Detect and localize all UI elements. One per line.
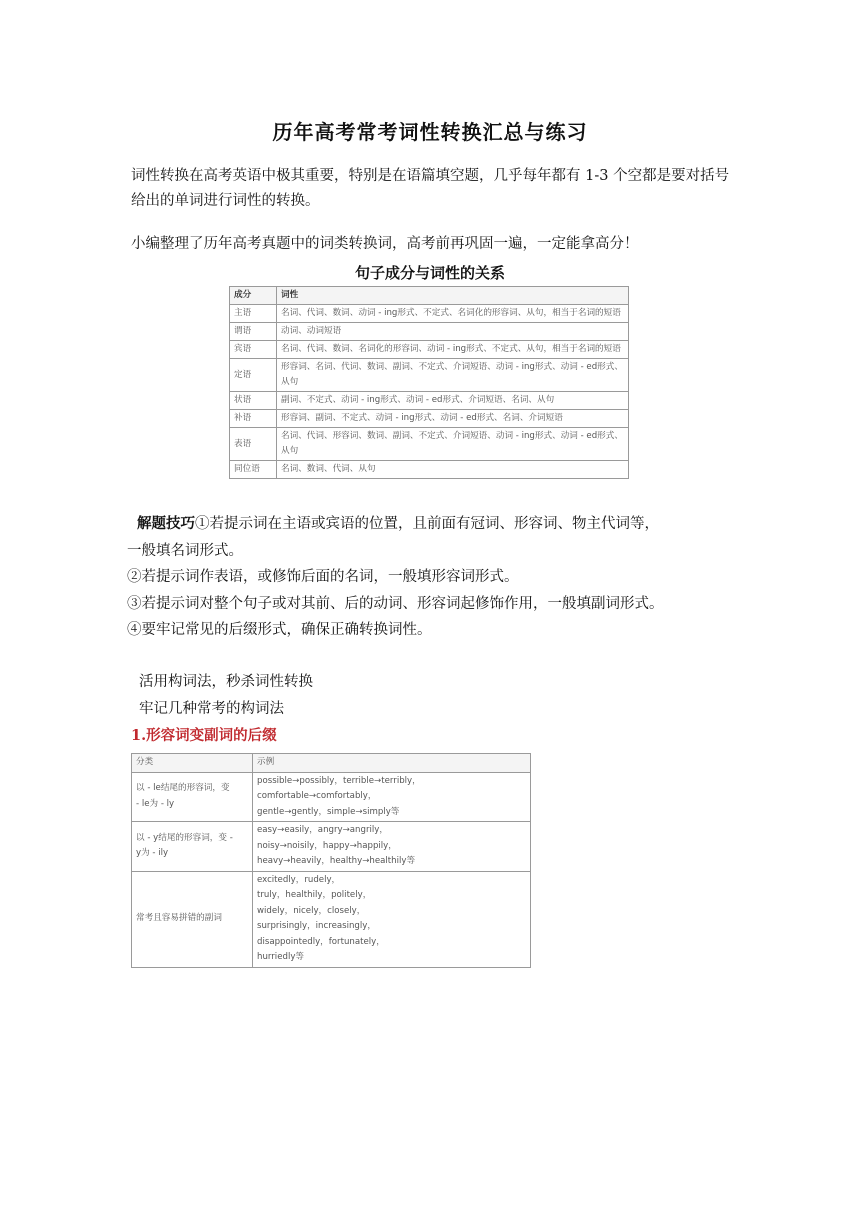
component-cell: 同位语: [230, 461, 277, 479]
table-row: [132, 822, 531, 872]
header-cell: 词性: [277, 287, 629, 305]
category-line: y为 - ily: [136, 848, 169, 859]
table-row: [230, 392, 629, 410]
intro-paragraph-1: 词性转换在高考英语中极其重要，特别是在语篇填空题，几乎每年都有 1-3 个空都是要对括号给出的单词进行词性的转换。: [131, 168, 730, 209]
table-row: [230, 359, 629, 392]
component-cell: 谓语: [230, 323, 277, 341]
table1-title: 句子成分与词性的关系: [354, 264, 505, 282]
table-row: [230, 323, 629, 341]
header-cell: 成分: [230, 287, 277, 305]
table-row: [230, 305, 629, 323]
examples-cell: [253, 772, 531, 822]
tip-2: ②若提示词作表语，或修饰后面的名词，一般填形容词形式。: [127, 569, 519, 585]
examples-cell: [253, 871, 531, 967]
word-class-cell: 形容词、副词、不定式、动词 - ing形式、动词 - ed形式、名词、介词短语: [277, 410, 629, 428]
category-line: 以 - y结尾的形容词，变 -: [136, 832, 233, 843]
tip-3: ③若提示词对整个句子或对其前、后的动词、形容词起修饰作用，一般填副词形式。: [127, 595, 664, 612]
example-line: gentle→gently，simple→simply等: [257, 806, 400, 817]
example-line: truly，healthily，politely，: [257, 890, 372, 900]
table-row: [132, 871, 531, 967]
word-class-cell: 名词、数词、代词、从句: [277, 461, 629, 479]
tip-1-text: ①若提示词在主语或宾语的位置，且前面有冠词、形容词、物主代词等，: [195, 516, 659, 532]
component-cell: 定语: [230, 359, 277, 392]
table-row: [230, 341, 629, 359]
category-line: 常考且容易拼错的副词: [136, 913, 222, 924]
section-line-1: 活用构词法，秒杀词性转换: [139, 674, 313, 690]
category-line: - le为 - ly: [136, 798, 175, 809]
tip-1: [137, 511, 737, 538]
component-cell: 宾语: [230, 341, 277, 359]
example-line: heavy→heavily，healthy→healthily等: [257, 856, 416, 866]
table-row: [132, 772, 531, 822]
page-title: 历年高考常考词性转换汇总与练习: [272, 120, 588, 144]
word-class-cell: 动词、动词短语: [277, 323, 629, 341]
table-header-row: [132, 754, 531, 773]
header-cell: 分类: [132, 754, 253, 773]
sentence-component-table: [229, 286, 629, 479]
word-class-cell: 名词、代词、数词、动词 - ing形式、不定式、名词化的形容词、从句，相当于名词的短语: [277, 305, 629, 323]
word-class-cell: 副词、不定式、动词 - ing形式、动词 - ed形式、介词短语、名词、从句: [277, 392, 629, 410]
word-class-cell: 名词、代词、形容词、数词、副词、不定式、介词短语、动词 - ing形式、动词 - ed形式、从句: [277, 428, 629, 461]
example-line: comfortable→comfortably，: [257, 791, 377, 801]
example-line: excitedly，rudely，: [257, 874, 341, 885]
component-cell: 补语: [230, 410, 277, 428]
component-cell: 主语: [230, 305, 277, 323]
table-row: [230, 428, 629, 461]
category-line: 以 - le结尾的形容词，变: [136, 783, 230, 794]
example-line: surprisingly，increasingly，: [257, 921, 376, 931]
category-cell: [132, 822, 253, 872]
category-cell: [132, 871, 253, 967]
header-cell: 示例: [253, 754, 531, 773]
table-row: [230, 461, 629, 479]
adverb-suffix-table: [131, 753, 531, 968]
tip-1-continued: 一般填名词形式。: [127, 542, 243, 559]
intro-paragraph-2: 小编整理了历年高考真题中的词类转换词，高考前再巩固一遍，一定能拿高分！: [131, 236, 639, 252]
word-class-cell: 名词、代词、数词、名词化的形容词、动词 - ing形式、不定式、从句，相当于名词的短语: [277, 341, 629, 359]
section-line-2: 牢记几种常考的构词法: [139, 701, 284, 717]
component-cell: 状语: [230, 392, 277, 410]
word-class-cell: 形容词、名词、代词、数词、副词、不定式、介词短语、动词 - ing形式、动词 - ed形式、从句: [277, 359, 629, 392]
tips-label: 解题技巧: [137, 516, 195, 532]
component-cell: 表语: [230, 428, 277, 461]
category-cell: [132, 772, 253, 822]
example-line: noisy→noisily，happy→happily，: [257, 840, 397, 851]
table-row: [230, 410, 629, 428]
example-line: widely，nicely，closely，: [257, 905, 366, 916]
example-line: easy→easily，angry→angrily，: [257, 825, 388, 835]
section-heading-adverb-suffix: 1.形容词变副词的后缀: [131, 727, 277, 744]
tip-4: ④要牢记常见的后缀形式，确保正确转换词性。: [127, 622, 432, 638]
example-line: hurriedly等: [257, 952, 305, 962]
examples-cell: [253, 822, 531, 872]
table-header-row: [230, 287, 629, 305]
tips-block: [127, 511, 737, 644]
example-line: possible→possibly，terrible→terribly，: [257, 775, 421, 786]
example-line: disappointedly，fortunately，: [257, 936, 385, 947]
